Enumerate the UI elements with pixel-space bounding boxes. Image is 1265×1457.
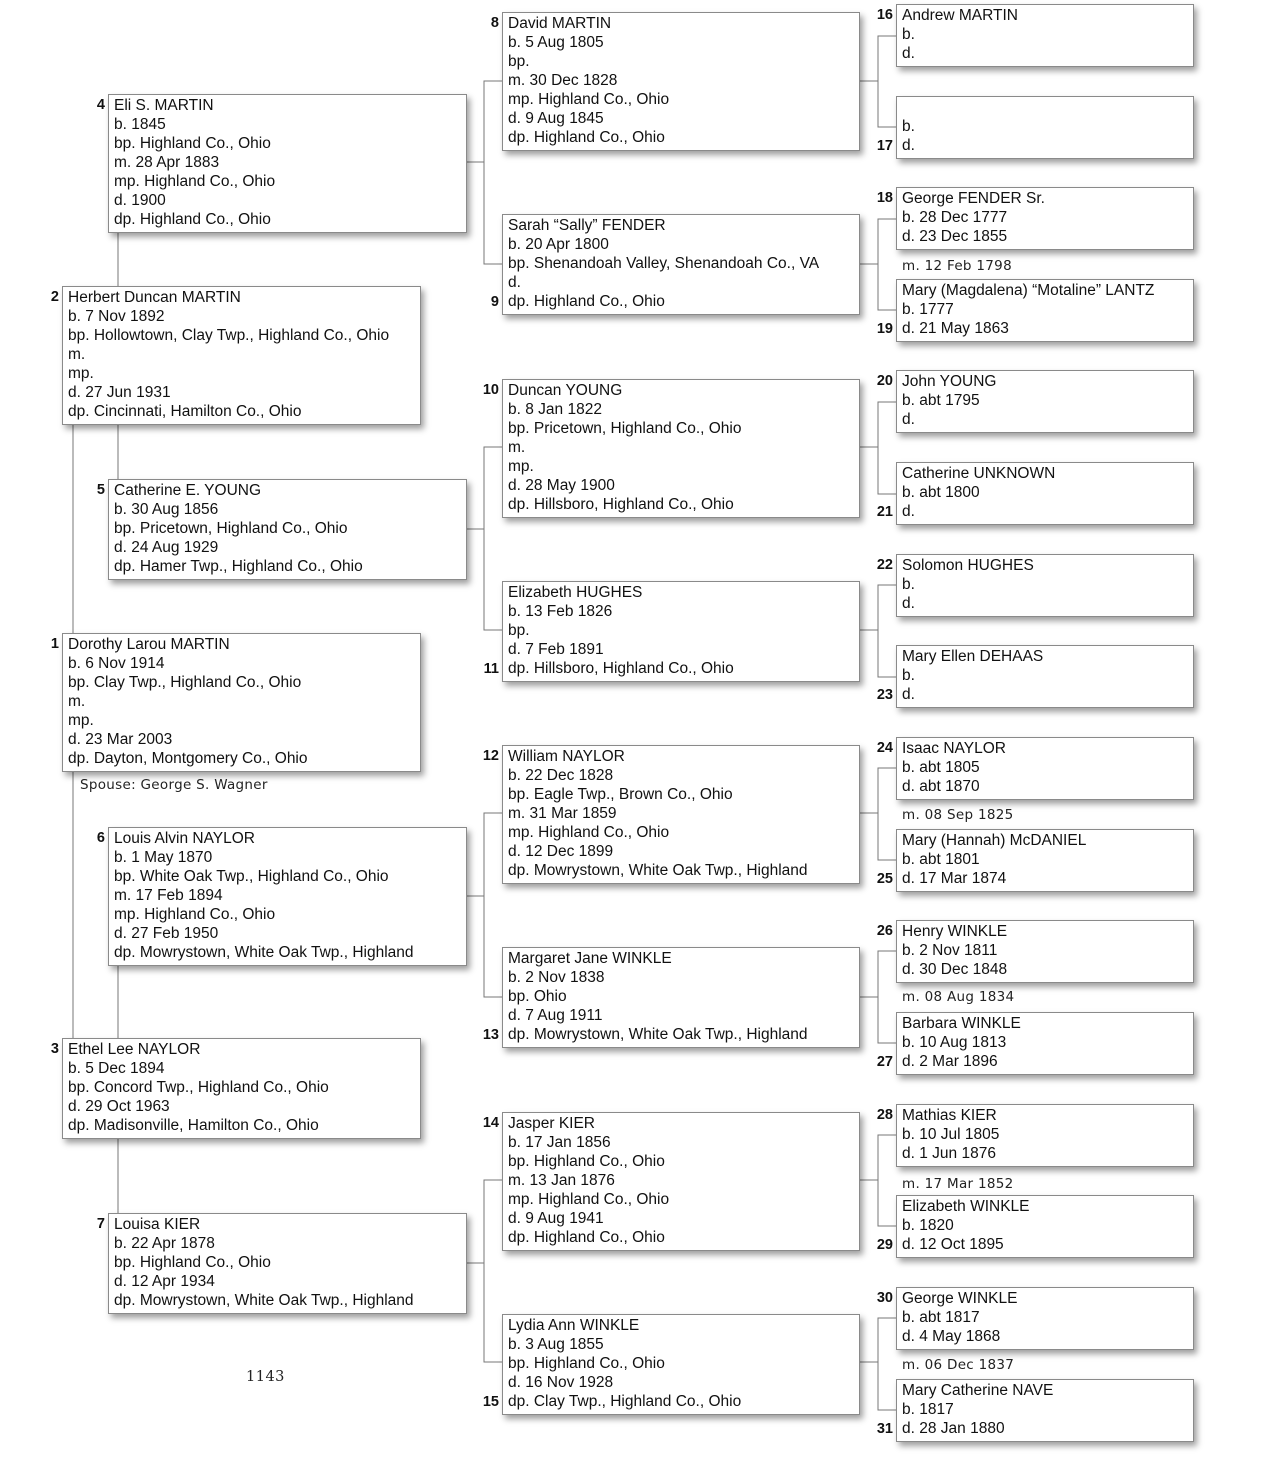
person-detail: m. [508,439,526,456]
person-number: 19 [876,321,893,337]
person-detail: m. 28 Apr 1883 [114,154,220,171]
person-detail: m. 31 Mar 1859 [508,805,617,822]
connector-10 [860,402,896,447]
person-detail: bp. Shenandoah Valley, Shenandoah Co., VA [508,255,820,272]
person-detail: m. [68,693,86,710]
person-detail: mp. Highland Co., Ohio [508,1191,670,1208]
connector-7b [484,1263,502,1362]
connector-12b [878,813,896,860]
person-detail: b. 20 Apr 1800 [508,236,609,253]
person-name: Sarah “Sally” FENDER [508,217,666,234]
person-box-1 [62,633,421,772]
person-name: Dorothy Larou MARTIN [68,636,230,653]
person-name: Mary Catherine NAVE [902,1382,1054,1399]
person-detail: b. abt 1800 [902,484,980,501]
marriage-date: m. 17 Mar 1852 [902,1176,1014,1192]
person-detail: d. 7 Aug 1911 [508,1007,603,1024]
marriage-date: m. 06 Dec 1837 [902,1357,1015,1373]
person-detail: m. 13 Jan 1876 [508,1172,615,1189]
person-detail: b. 30 Aug 1856 [114,501,219,518]
person-name: Elizabeth WINKLE [902,1198,1030,1215]
person-detail: b. [902,118,915,135]
person-box-22 [896,554,1194,617]
person-detail: bp. Ohio [508,988,567,1005]
person-number: 30 [876,1290,893,1306]
person-detail: d. 29 Oct 1963 [68,1098,170,1115]
person-detail: b. [902,576,915,593]
connector-11 [860,585,896,630]
connector-8b [878,81,896,127]
person-name: Barbara WINKLE [902,1015,1021,1032]
person-number: 17 [876,138,893,154]
person-number: 11 [483,661,499,677]
person-box-9 [502,214,860,315]
person-name: David MARTIN [508,15,612,32]
person-detail: dp. Mowrystown, White Oak Twp., Highland [114,944,414,961]
person-detail: d. 12 Oct 1895 [902,1236,1004,1253]
person-box-3 [62,1038,421,1139]
person-detail: b. abt 1795 [902,392,980,409]
person-number: 12 [482,748,499,764]
person-name: Andrew MARTIN [902,7,1018,24]
connector-9b [878,264,896,310]
person-number: 29 [876,1237,893,1253]
person-box-8 [502,12,860,151]
person-detail: b. abt 1817 [902,1309,980,1326]
person-detail: b. 17 Jan 1856 [508,1134,611,1151]
person-detail: bp. White Oak Twp., Highland Co., Ohio [114,868,389,885]
page-number: 1143 [246,1369,285,1385]
person-detail: b. 13 Feb 1826 [508,603,613,620]
person-box-4 [108,94,467,233]
connector-5 [466,447,502,529]
person-detail: b. 6 Nov 1914 [68,655,165,672]
person-detail: bp. Clay Twp., Highland Co., Ohio [68,674,302,691]
person-box-10 [502,379,860,518]
person-name: Henry WINKLE [902,923,1008,940]
person-detail: b. 5 Aug 1805 [508,34,604,51]
person-detail: d. 27 Feb 1950 [114,925,219,942]
connector-13b [878,997,896,1043]
person-detail: mp. Highland Co., Ohio [114,906,276,923]
person-box-11 [502,581,860,682]
person-name [902,98,1193,117]
person-detail: d. [902,411,915,428]
person-detail: dp. Highland Co., Ohio [114,211,271,228]
spouse-label: Spouse: George S. Wagner [80,777,268,793]
person-detail: d. [902,595,915,612]
person-detail: m. [68,346,86,363]
connector-14b [878,1180,896,1226]
connector-14 [860,1135,896,1180]
person-name: Margaret Jane WINKLE [508,950,672,967]
person-detail: dp. Hamer Twp., Highland Co., Ohio [114,558,363,575]
person-detail: d. 4 May 1868 [902,1328,1001,1345]
person-detail: mp. Highland Co., Ohio [114,173,276,190]
connector-12 [860,768,896,813]
person-box-15 [502,1314,860,1415]
person-detail: mp. [508,458,534,475]
person-detail: d. 9 Aug 1845 [508,110,604,127]
person-detail: b. 10 Jul 1805 [902,1126,1000,1143]
person-box-6 [108,827,467,966]
person-detail: b. 10 Aug 1813 [902,1034,1007,1051]
person-number: 18 [876,190,893,206]
person-detail: b. 5 Dec 1894 [68,1060,165,1077]
person-detail: m. 30 Dec 1828 [508,72,618,89]
person-name: Lydia Ann WINKLE [508,1317,640,1334]
person-number: 31 [876,1421,893,1437]
person-name: Duncan YOUNG [508,382,623,399]
person-number: 2 [50,289,59,305]
person-box-28 [896,1104,1194,1167]
person-number: 14 [482,1115,499,1131]
person-detail: mp. Highland Co., Ohio [508,91,670,108]
person-name: Mary (Magdalena) “Motaline” LANTZ [902,282,1155,299]
person-box-23 [896,645,1194,708]
person-detail: dp. Hillsboro, Highland Co., Ohio [508,496,734,513]
connector-6b [484,896,502,997]
person-detail: b. 3 Aug 1855 [508,1336,604,1353]
person-detail: dp. Cincinnati, Hamilton Co., Ohio [68,403,302,420]
person-name: Mathias KIER [902,1107,997,1124]
person-number: 25 [876,871,893,887]
person-detail: bp. Highland Co., Ohio [114,1254,271,1271]
person-detail: b. 1777 [902,301,954,318]
person-detail: b. 22 Apr 1878 [114,1235,215,1252]
person-number: 21 [876,504,893,520]
person-detail: d. 23 Dec 1855 [902,228,1008,245]
connector-8 [860,36,896,81]
person-number: 24 [876,740,893,756]
person-number: 15 [482,1394,499,1410]
person-detail: bp. [508,622,530,639]
person-detail: b. 1845 [114,116,166,133]
person-detail: d. 1 Jun 1876 [902,1145,996,1162]
person-detail: d. [902,45,915,62]
person-name: Mary (Hannah) McDANIEL [902,832,1087,849]
person-number: 26 [876,923,893,939]
person-number: 6 [96,830,105,846]
person-detail: d. [902,503,915,520]
person-detail: b. 2 Nov 1838 [508,969,605,986]
person-detail: d. 27 Jun 1931 [68,384,171,401]
person-detail: b. 1820 [902,1217,954,1234]
person-number: 13 [482,1027,499,1043]
person-number: 1 [50,636,59,652]
person-number: 16 [876,7,893,23]
person-box-20 [896,370,1194,433]
person-number: 28 [876,1107,893,1123]
person-box-14 [502,1112,860,1251]
person-detail: bp. Concord Twp., Highland Co., Ohio [68,1079,329,1096]
person-detail: bp. Pricetown, Highland Co., Ohio [508,420,742,437]
person-detail: b. 28 Dec 1777 [902,209,1008,226]
person-detail: d. 2 Mar 1896 [902,1053,998,1070]
person-name: George WINKLE [902,1290,1018,1307]
connector-5b [484,529,502,630]
person-number: 8 [490,15,499,31]
person-detail: d. 12 Dec 1899 [508,843,614,860]
person-detail: d. 17 Mar 1874 [902,870,1007,887]
person-detail: bp. Highland Co., Ohio [508,1355,665,1372]
person-detail: bp. Pricetown, Highland Co., Ohio [114,520,348,537]
person-detail: d. 16 Nov 1928 [508,1374,614,1391]
person-name: Mary Ellen DEHAAS [902,648,1044,665]
person-number: 23 [876,687,893,703]
person-detail: d. abt 1870 [902,778,980,795]
person-name: Solomon HUGHES [902,557,1034,574]
person-box-25 [896,829,1194,892]
person-detail: d. 28 Jan 1880 [902,1420,1005,1437]
person-name: Catherine E. YOUNG [114,482,262,499]
person-detail: mp. Highland Co., Ohio [508,824,670,841]
person-number: 27 [876,1054,893,1070]
person-detail: dp. Clay Twp., Highland Co., Ohio [508,1393,742,1410]
person-detail: dp. Highland Co., Ohio [508,1229,665,1246]
connector-13 [860,951,896,997]
person-name: Louis Alvin NAYLOR [114,830,255,847]
person-box-17 [896,96,1194,159]
person-box-31 [896,1379,1194,1442]
person-detail: b. abt 1805 [902,759,980,776]
person-detail: d. [902,686,915,703]
person-box-24 [896,737,1194,800]
person-detail: b. 22 Dec 1828 [508,767,614,784]
person-detail: b. 8 Jan 1822 [508,401,602,418]
person-detail: bp. Hollowtown, Clay Twp., Highland Co., Ohio [68,327,390,344]
person-box-5 [108,479,467,580]
person-box-30 [896,1287,1194,1350]
person-number: 10 [482,382,499,398]
person-detail: d. [902,137,915,154]
person-detail: b. 2 Nov 1811 [902,942,998,959]
person-box-16 [896,4,1194,67]
person-number: 5 [96,482,105,498]
person-detail: dp. Dayton, Montgomery Co., Ohio [68,750,308,767]
person-detail: bp. Highland Co., Ohio [114,135,271,152]
person-detail: d. 21 May 1863 [902,320,1009,337]
person-detail: bp. Eagle Twp., Brown Co., Ohio [508,786,733,803]
person-detail: bp. [508,53,530,70]
person-detail: d. 30 Dec 1848 [902,961,1008,978]
person-detail: d. 1900 [114,192,166,209]
person-detail: dp. Mowrystown, White Oak Twp., Highland [508,862,808,879]
person-number: 22 [876,557,893,573]
person-detail: mp. [68,712,94,729]
person-name: George FENDER Sr. [902,190,1045,207]
person-box-26 [896,920,1194,983]
person-detail: dp. Highland Co., Ohio [508,129,665,146]
marriage-date: m. 12 Feb 1798 [902,258,1012,274]
person-detail: d. 7 Feb 1891 [508,641,604,658]
connector-4b [484,162,502,264]
person-name: Louisa KIER [114,1216,201,1233]
connector-9 [860,219,896,264]
person-name: Isaac NAYLOR [902,740,1006,757]
person-detail: b. 1 May 1870 [114,849,213,866]
connector-15b [878,1362,896,1410]
person-box-13 [502,947,860,1048]
marriage-date: m. 08 Aug 1834 [902,989,1015,1005]
person-detail: dp. Hillsboro, Highland Co., Ohio [508,660,734,677]
connector-6 [466,813,502,896]
person-detail: dp. Highland Co., Ohio [508,293,665,310]
person-detail: d. 9 Aug 1941 [508,1210,604,1227]
person-box-29 [896,1195,1194,1258]
person-detail: bp. Highland Co., Ohio [508,1153,665,1170]
person-number: 20 [876,373,893,389]
person-box-19 [896,279,1194,342]
person-box-18 [896,187,1194,250]
person-name: William NAYLOR [508,748,625,765]
person-detail: mp. [68,365,94,382]
person-name: Herbert Duncan MARTIN [68,289,241,306]
connector-10b [878,447,896,494]
connector-11b [878,630,896,677]
person-detail: d. 23 Mar 2003 [68,731,173,748]
person-name: Eli S. MARTIN [114,97,214,114]
person-detail: dp. Mowrystown, White Oak Twp., Highland [114,1292,414,1309]
person-detail: b. [902,26,915,43]
person-detail: d. 12 Apr 1934 [114,1273,215,1290]
person-name: John YOUNG [902,373,997,390]
person-box-2 [62,286,421,425]
person-name: Jasper KIER [508,1115,596,1132]
person-detail: dp. Madisonville, Hamilton Co., Ohio [68,1117,319,1134]
person-detail: d. [508,274,521,291]
person-box-27 [896,1012,1194,1075]
person-name: Catherine UNKNOWN [902,465,1056,482]
person-detail: dp. Mowrystown, White Oak Twp., Highland [508,1026,808,1043]
person-number: 7 [96,1216,105,1232]
connector-4 [466,81,502,162]
person-detail: b. [902,667,915,684]
person-number: 3 [50,1041,59,1057]
person-detail: b. abt 1801 [902,851,980,868]
person-name: Elizabeth HUGHES [508,584,643,601]
person-name: Ethel Lee NAYLOR [68,1041,201,1058]
connector-15 [860,1318,896,1362]
connector-7 [466,1180,502,1263]
person-detail: m. 17 Feb 1894 [114,887,223,904]
person-box-21 [896,462,1194,525]
person-number: 9 [490,294,499,310]
person-number: 4 [96,97,105,113]
person-box-12 [502,745,860,884]
person-detail: b. 1817 [902,1401,954,1418]
person-detail: d. 28 May 1900 [508,477,615,494]
marriage-date: m. 08 Sep 1825 [902,807,1014,823]
person-detail: b. 7 Nov 1892 [68,308,165,325]
person-detail: d. 24 Aug 1929 [114,539,219,556]
person-box-7 [108,1213,467,1314]
